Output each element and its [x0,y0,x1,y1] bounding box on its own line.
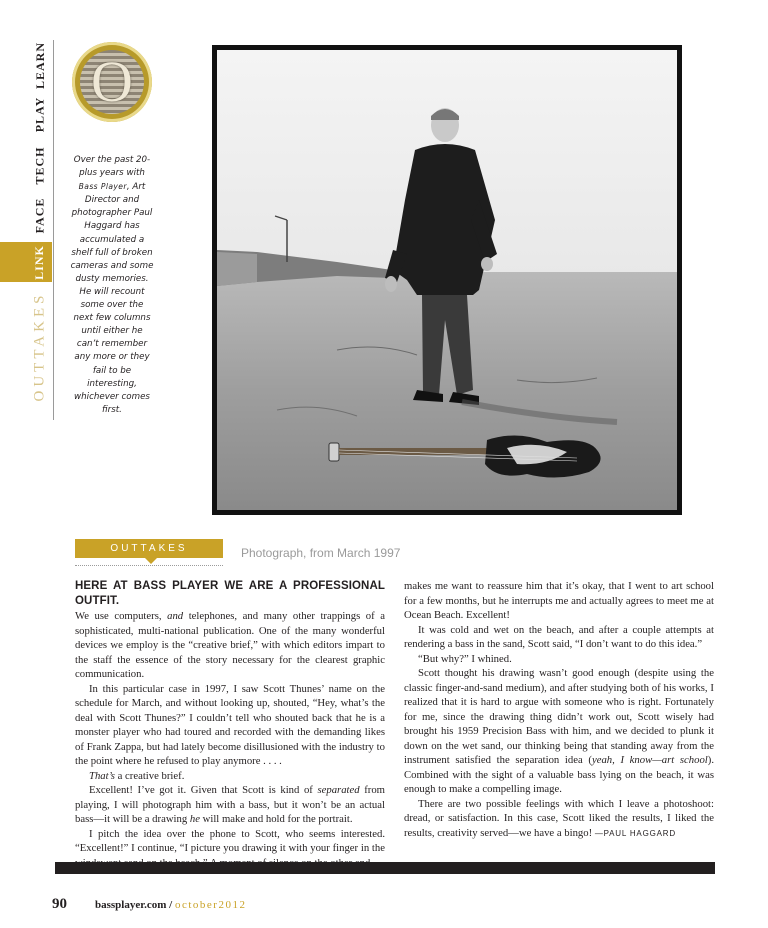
article-column-right [404,579,714,841]
label-pointer [145,558,157,564]
nav-item-label: LINK [31,244,46,280]
intro-magazine-name: Bass Player [78,182,127,192]
section-label [75,539,223,558]
nav-item-play[interactable] [28,92,52,136]
nav-item-label: PLAY [32,96,47,132]
nav-divider [53,40,54,420]
photo-caption: Photograph, from March 1997 [241,546,401,560]
nav-item-tech[interactable] [28,143,52,187]
paragraph: makes me want to reassure him that it’s okay, that I went to art school for a few months, but he interrupts me and actually agrees to meet me at Ocean Beach. Excellent! [404,580,714,621]
text: ). Combined with the sight of a valuable bass lying on the beach, it was enough to make a compelling image. [404,754,714,795]
paragraph: “But why?” I whined. [418,652,512,665]
column-logo-badge [72,42,152,122]
text: Excellent! I’ve got it. Given that Scott is kind of [89,784,318,796]
paragraph: In this particular case in 1997, I saw Scott Thunes’ name on the schedule for March, and without looking up, shouted, “Hey, what’s the deal with Scott Thunes?” I couldn’t tell who shouted back that he is a monster player who had toured and recorded with the demanding likes of Frank Zappa, but had lately become disillusioned with the industry to the point where he refused to play anymore . . . . [75,682,385,767]
author-byline: —PAUL HAGGARD [594,828,676,838]
section-title [28,285,52,407]
intro-sidebar [70,154,154,417]
nav-item-face[interactable] [28,193,52,237]
text-emphasis: yeah, I know—art school [591,754,708,766]
site-url[interactable]: bassplayer.com [95,899,167,911]
intro-text: , Art Director and photographer Paul Haggard has accumulated a shelf full of broken cameras and some dusty memories. He will recount some over the next few columns until either he can’t remember any more or they fail to be interesting, whichever comes first. [70,182,154,415]
text-emphasis: and [167,610,184,622]
paragraph [75,769,385,784]
section-label-text: OUTTAKES [110,543,188,554]
page-number: 90 [52,896,67,912]
text-emphasis: separated [317,784,360,796]
paragraph [404,666,714,797]
text-emphasis: That’s [89,769,115,782]
nav-item-label: FACE [32,197,47,233]
text: will make and hold for the portrait. [199,813,353,825]
footer-separator: / [169,899,173,911]
footer-rule [55,862,715,874]
paragraph [75,579,385,682]
article-column-left [75,579,385,870]
article-headline: HERE AT BASS PLAYER WE ARE A PROFESSIONAL OUTFIT. [75,580,385,607]
nav-item-label: TECH [32,145,47,185]
footer-site [95,899,246,911]
text-emphasis: he [189,813,200,825]
text: Scott thought his drawing wasn’t good enough (despite using the classic finger-and-sand medium), and after studying both of his works, I realized that it is hard to argue with someone who is right. Fortunately for me, since the drawing thing didn’t work out, Scott wisely had brought his 1959 Precision Bass with him, and we decided to plunk it down on the wet sand, our thinking being that standing away from the instrument satisfied the separation idea ( [404,667,714,766]
feature-photo [212,45,682,515]
beach-photo-illustration [217,50,677,510]
issue-date: october2012 [174,899,247,911]
text: telephones, and many other trappings of a sophisticated, multi-national publication. One of the many wonderful devices we employ is the “creative brief,” with which editors impart to the staff the essence of the story necessary for the clearest graphic communication. [75,610,385,680]
nav-item-link[interactable] [0,242,52,282]
paragraph [75,783,385,827]
badge-letter: O [91,49,133,114]
text: from playing, I will photograph him with a bass, but it won’t be an actual bass—it will be a drawing [75,784,385,825]
dotted-rule [75,565,223,566]
nav-item-label: LEARN [32,41,47,89]
text: a creative brief. [114,769,185,782]
nav-item-learn[interactable] [28,40,52,90]
paragraph [404,797,714,842]
paragraph: It was cold and wet on the beach, and after a couple attempts at rendering a bass in the sand, Scott said, “I don’t want to do this idea.” [404,623,714,650]
paragraph: I pitch the idea over the phone to Scott, who seems interested. “Excellent!” I continue, “I picture you drawing it with your finger in the [75,827,385,854]
intro-text: Over the past 20-plus years with [73,155,151,179]
section-title-text: OUTTAKES [31,291,48,401]
badge-disc [80,50,144,114]
text: There are two possible feelings with which I leave a photoshoot: dread, or satisfaction. In this case, Scott liked the results, I liked the results, creativity served—we have a bingo! [404,797,714,839]
text: We use computers, [75,610,168,622]
